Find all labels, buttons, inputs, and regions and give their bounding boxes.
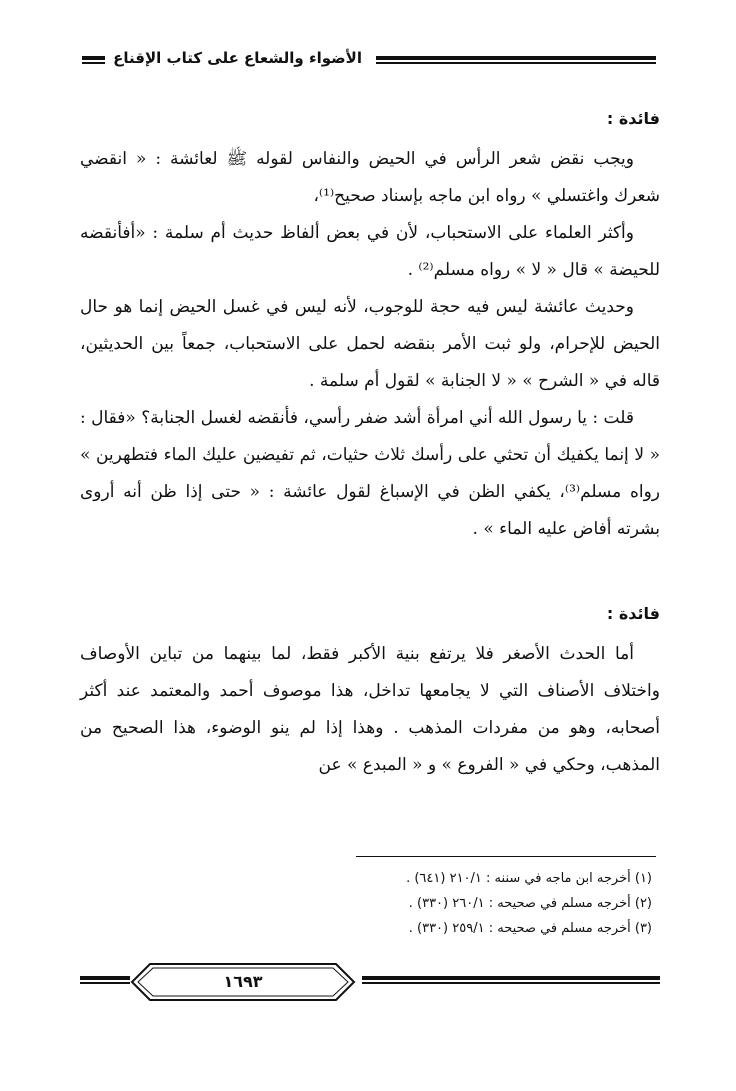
- footnote: (٣) أخرجه مسلم في صحيحه : ٢٥٩/١ (٣٣٠) .: [408, 921, 652, 936]
- page-header: [82, 38, 656, 78]
- footnote: (١) أخرجه ابن ماجه في سننه : ٢١٠/١ (٦٤١) .: [406, 871, 652, 886]
- paragraph: وأكثر العلماء على الاستحباب، لأن في بعض ألفاظ حديث أم سلمة : «أفأنقضه للحيضة » قال « لا » رواه مسلم⁽²⁾ .: [80, 223, 660, 280]
- paragraph: قلت : يا رسول الله أني امرأة أشد ضفر رأسي، فأنقضه لغسل الجنابة؟ «فقال : « لا إنما يكفيك أن تحثي على رأسك ثلاث حثيات، ثم تفيضين عليك الماء فتطهرين » رواه مسلم⁽³⁾، يكفي الظن في الإسباغ لقول عائشة : « حتى إذا ظن أنه أروى بشرته أفاض عليه الماء » .: [80, 408, 660, 539]
- footnote-separator: [356, 856, 656, 857]
- main-content: [80, 98, 660, 784]
- paragraph: وحديث عائشة ليس فيه حجة للوجوب، لأنه ليس في غسل الحيض إنما هو حال الحيض للإحرام، ولو ثبت الأمر بنقضه لحمل على الاستحباب، جمعاً بين الحديثين، قاله في « الشرح » « لا الجنابة » لقول أم سلمة .: [80, 297, 660, 391]
- footnotes: [232, 866, 652, 941]
- page-number-frame: [130, 962, 356, 1002]
- footnote: (٢) أخرجه مسلم في صحيحه : ٢٦٠/١ (٣٣٠) .: [408, 896, 652, 911]
- footer-rule-left: [80, 976, 130, 985]
- section-heading: فائدة :: [606, 109, 660, 128]
- header-rule-right: [376, 56, 656, 65]
- footer-rule-right: [362, 976, 660, 985]
- page-number: ١٦٩٣: [223, 972, 263, 991]
- section-heading: فائدة :: [606, 604, 660, 623]
- running-header-title: الأضواء والشعاع على كتاب الإقناع: [105, 38, 370, 78]
- page-footer: [80, 962, 660, 1002]
- paragraph: أما الحدث الأصغر فلا يرتفع بنية الأكبر فقط، لما بينهما من تباين الأوصاف واختلاف الأصناف التي لا يجامعها تداخل، هذا موصوف أحمد والمعتمد عند أكثر أصحابه، وهو من مفردات المذهب . وهذا إذا لم ينو الوضوء، هذا الصحيح من المذهب، وحكي في « الفروع » و « المبدع » عن: [80, 644, 660, 775]
- paragraph: ويجب نقض شعر الرأس في الحيض والنفاس لقوله ﷺ لعائشة : « انقضي شعرك واغتسلي » رواه ابن ماجه بإسناد صحيح⁽¹⁾،: [80, 149, 660, 206]
